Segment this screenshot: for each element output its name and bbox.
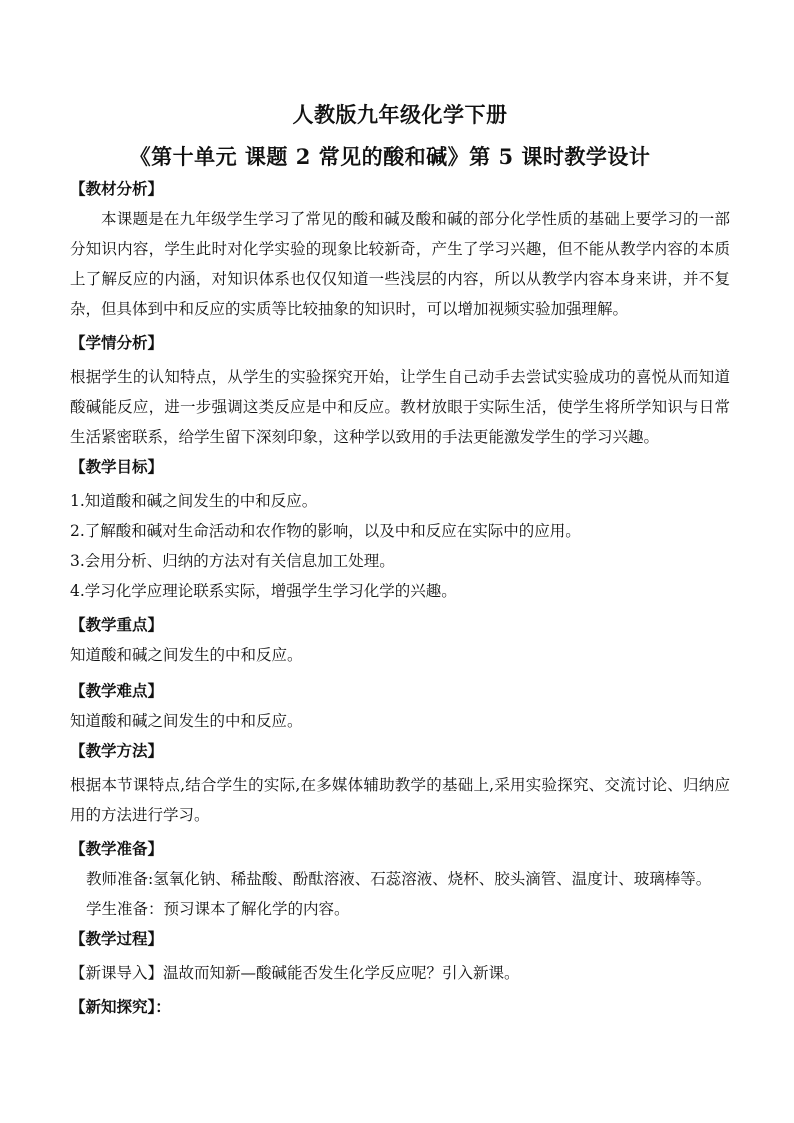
heading-methods: 【教学方法】 [70,741,164,760]
paragraph-methods: 根据本节课特点,结合学生的实际,在多媒体辅助教学的基础上,采用实验探究、交流讨论、归纳应用的方法进行学习。 [70,776,730,824]
heading-textbook-analysis: 【教材分析】 [70,179,164,198]
heading-process: 【教学过程】 [70,929,164,948]
process-intro-text: 温故而知新—酸碱能否发生化学反应呢？引入新课。 [163,964,520,982]
heading-objectives: 【教学目标】 [70,457,164,476]
objective-item-3: 3.会用分析、归纳的方法对有关信息加工处理。 [70,552,395,570]
text-key-points: 知道酸和碱之间发生的中和反应。 [70,646,303,664]
heading-preparation: 【教学准备】 [70,839,164,858]
heading-key-points: 【教学重点】 [70,615,164,634]
paragraph-textbook-analysis: 本课题是在九年级学生学习了常见的酸和碱及酸和碱的部分化学性质的基础上要学习的一部分知识内容，学生此时对化学实验的现象比较新奇，产生了学习兴趣，但不能从教学内容的本质上了解反应的内涵，对知识体系也仅仅知道一些浅层的内容，所以从教学内容本身来讲，并不复杂，但具体到中和反应的实质等比较抽象的知识时，可以增加视频实验加强理解。 [70,210,730,318]
text-student-preparation: 学生准备：预习课本了解化学的内容。 [86,900,350,918]
text-teacher-preparation: 教师准备:氢氧化钠、稀盐酸、酚酞溶液、石蕊溶液、烧杯、胶头滴管、温度计、玻璃棒等。 [86,870,712,888]
document-page [70,100,730,1022]
heading-difficulties: 【教学难点】 [70,681,164,700]
heading-new-knowledge-explore: 【新知探究】： [70,997,171,1016]
paragraph-student-analysis: 根据学生的认知特点，从学生的实验探究开始，让学生自己动手去尝试实验成功的喜悦从而知道酸碱能反应，进一步强调这类反应是中和反应。教材放眼于实际生活，使学生将所学知识与日常生活紧密联系，给学生留下深刻印象，这种学以致用的手法更能激发学生的学习兴趣。 [70,368,730,446]
heading-student-analysis: 【学情分析】 [70,333,164,352]
objective-item-1: 1.知道酸和碱之间发生的中和反应。 [70,492,318,510]
document-subtitle: 《第十单元 课题 2 常见的酸和碱》第 5 课时教学设计 [129,144,651,169]
objective-item-2: 2.了解酸和碱对生命活动和农作物的影响，以及中和反应在实际中的应用。 [70,522,581,540]
document-title: 人教版九年级化学下册 [292,102,508,127]
objective-item-4: 4.学习化学应理论联系实际，增强学生学习化学的兴趣。 [70,582,457,600]
process-intro-label: 【新课导入】 [70,964,164,982]
process-intro-line [70,958,730,988]
text-difficulties: 知道酸和碱之间发生的中和反应。 [70,712,303,730]
